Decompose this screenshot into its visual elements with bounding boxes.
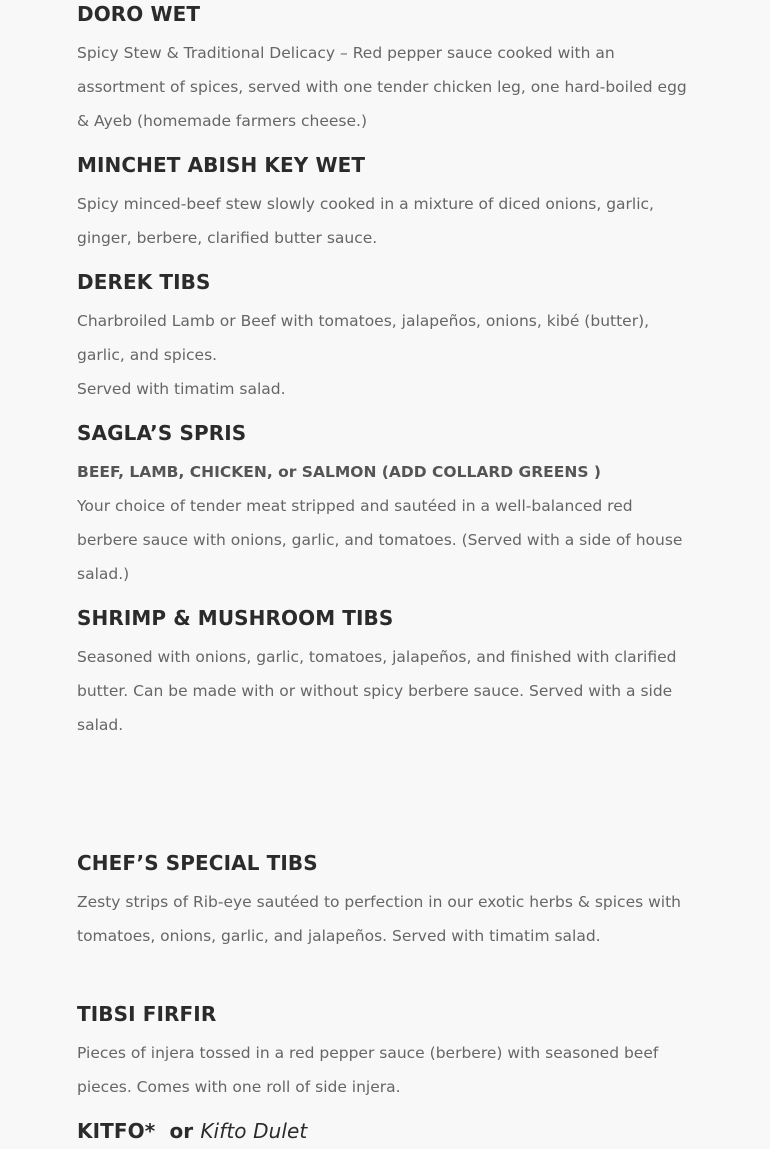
menu-item-title: TIBSI FIRFIR (77, 1002, 217, 1026)
menu-item-description: Spicy minced-beef stew slowly cooked in a mixture of diced onions, garlic, ginger, berbere, clarified butter sauce. (77, 195, 654, 247)
menu-item-saglas-spris (77, 419, 687, 591)
menu-item-minchet-abish-key-wet (77, 151, 687, 255)
menu-item-doro-wet (77, 0, 687, 138)
menu-item-title: CHEF’S SPECIAL TIBS (77, 851, 318, 875)
menu-item-title-connector: or (169, 1119, 194, 1143)
menu-item-tibsi-firfir (77, 1000, 687, 1104)
menu-item-description: Spicy Stew & Traditional Delicacy – Red pepper sauce cooked with an assortment of spices, served with one tender chicken leg, one hard-boiled egg & Ayeb (homemade farmers cheese.) (77, 44, 687, 130)
menu-item-description: Zesty strips of Rib-eye sautéed to perfection in our exotic herbs & spices with tomatoes, onions, garlic, and jalapeños. Served with timatim salad. (77, 893, 682, 945)
menu-item-title: DEREK TIBS (77, 270, 211, 294)
menu-item-derek-tibs (77, 268, 687, 406)
menu-item-title-main: KITFO* (77, 1119, 156, 1143)
menu-item-title (77, 1117, 687, 1145)
menu-item-shrimp-mushroom-tibs (77, 604, 687, 742)
menu-item-title: SHRIMP & MUSHROOM TIBS (77, 606, 394, 630)
menu-item-description: Your choice of tender meat stripped and sautéed in a well-balanced red berbere sauce with onions, garlic, and tomatoes. (Served with a side of house salad.) (77, 497, 683, 583)
menu-item-options: BEEF, LAMB, CHICKEN, or SALMON (ADD COLLARD GREENS ) (77, 463, 601, 481)
menu-item-title-alt: Kifto Dulet (200, 1119, 308, 1143)
menu-item-description: Charbroiled Lamb or Beef with tomatoes, jalapeños, onions, kibé (butter), garlic, and spices. (77, 312, 650, 364)
menu-item-note: Served with timatim salad. (77, 380, 286, 398)
menu-item-title: DORO WET (77, 2, 201, 26)
menu-item-title: SAGLA’S SPRIS (77, 421, 247, 445)
menu-item-title: MINCHET ABISH KEY WET (77, 153, 366, 177)
menu-item-kitfo (77, 1117, 687, 1145)
menu-item-description: Seasoned with onions, garlic, tomatoes, jalapeños, and finished with clarified butter. Can be made with or without spicy berbere sauce. Served with a side salad. (77, 648, 677, 734)
menu-item-description: Pieces of injera tossed in a red pepper sauce (berbere) with seasoned beef pieces. Comes with one roll of side injera. (77, 1044, 659, 1096)
menu-item-chefs-special-tibs (77, 849, 687, 953)
